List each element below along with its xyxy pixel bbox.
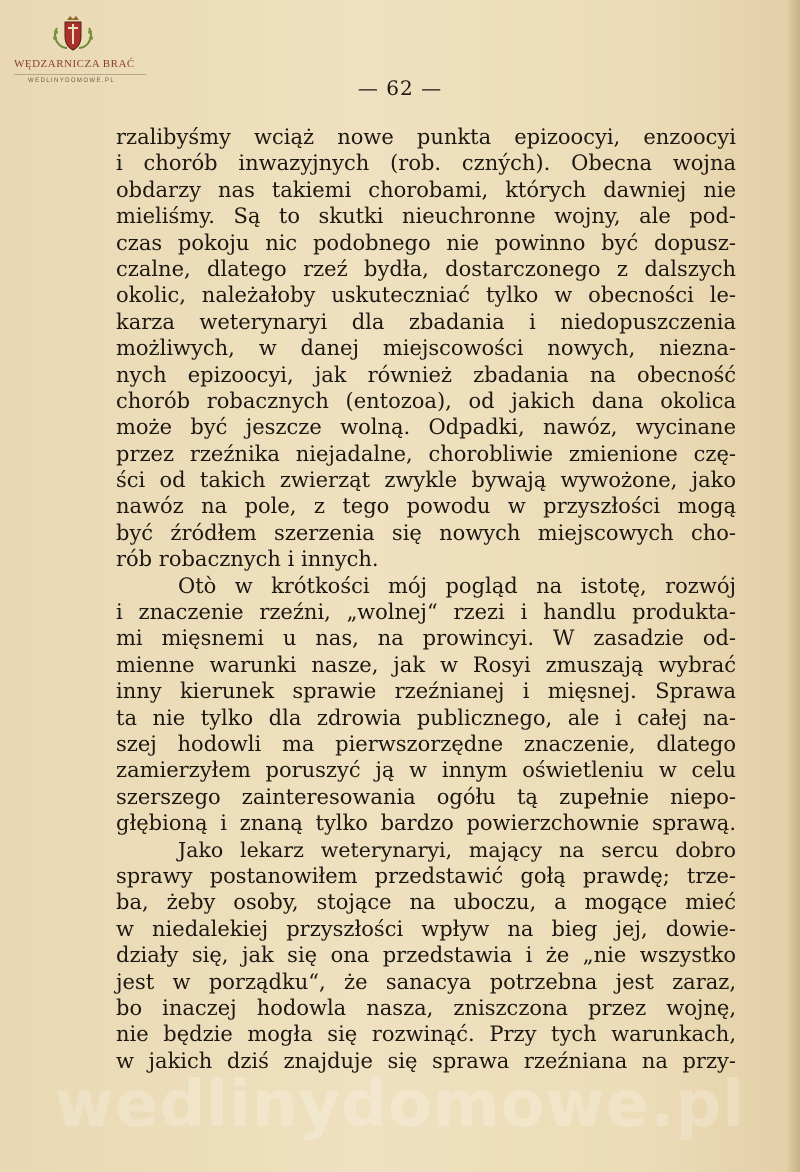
text-line: możliwych, w danej miejscowości nowych, niezna- [116, 336, 736, 361]
text-line: w jakich dziś znajduje się sprawa rzeźniana na przy- [116, 1048, 736, 1073]
text-line: rób robacznych i innych. [116, 547, 379, 572]
text-line: czalne, dlatego rzeź bydła, dostarczonego z dalszych [116, 256, 736, 281]
text-line: inny kierunek sprawie rzeźnianej i mięsnej. Sprawa [116, 679, 736, 704]
text-line: i znaczenie rzeźni, „wolnej“ rzezi i handlu produkta- [116, 600, 736, 625]
page-edge-shadow [786, 0, 800, 1172]
text-line: sprawy postanowiłem przedstawić gołą prawdę; trze- [116, 863, 736, 888]
text-line: jest w porządku“, że sanacya potrzebna jest zaraz, [116, 969, 736, 994]
text-line: nawóz na pole, z tego powodu w przyszłości mogą [116, 494, 736, 519]
text-line: szerszego zainteresowania ogółu tą zupełnie niepo- [116, 784, 736, 809]
site-logo[interactable] [14, 14, 164, 84]
text-line: czas pokoju nic podobnego nie powinno być dopusz- [116, 230, 736, 255]
text-line: nych epizoocyi, jak również zbadania na obecność [116, 362, 736, 387]
text-line: rzalibyśmy wciąż nowe punkta epizoocyi, enzoocyi [116, 125, 736, 149]
text-line: głębioną i znaną tylko bardzo powierzchownie sprawą. [116, 811, 736, 836]
page-number: — 62 — [357, 76, 443, 100]
text-line: mienne warunki nasze, jak w Rosyi zmuszają wybrać [116, 652, 736, 677]
text-line: mi mięsnemi u nas, na prowincyi. W zasadzie od- [116, 626, 736, 651]
body-text [116, 124, 736, 1074]
text-line: chorób robacznych (entozoa), od jakich dana okolica [116, 388, 736, 413]
text-line: przez rzeźnika niejadalne, chorobliwie zmienione czę- [116, 441, 736, 466]
text-line: bo inaczej hodowla nasza, zniszczona przez wojnę, [116, 995, 736, 1020]
text-line: działy się, jak się ona przedstawia i że „nie wszystko [116, 943, 736, 968]
text-line: i chorób inwazyjnych (rob. czných). Obecna wojna [116, 151, 736, 176]
text-line: być źródłem szerzenia się nowych miejscowych cho- [116, 520, 736, 545]
text-line: ta nie tylko dla zdrowia publicznego, ale i całej na- [116, 705, 736, 730]
text-line: w niedalekiej przyszłości wpływ na bieg jej, dowie- [116, 916, 736, 941]
text-line: ści od takich zwierząt zwykle bywają wywożone, jako [116, 468, 736, 493]
text-line: mieliśmy. Są to skutki nieuchronne wojny, ale pod- [116, 204, 736, 229]
text-line: nie będzie mogła się rozwinąć. Przy tych warunkach, [116, 1022, 736, 1047]
text-line: zamierzyłem poruszyć ją w innym oświetleniu w celu [116, 758, 736, 783]
text-line: szej hodowli ma pierwszorzędne znaczenie, dlatego [116, 731, 736, 756]
logo-name: WĘDZARNICZA BRAĆ [14, 58, 135, 70]
text-line: Jako lekarz weterynaryi, mający na sercu dobro [178, 837, 736, 862]
logo-divider [14, 74, 146, 75]
logo-url: WEDLINYDOMOWE.PL [28, 78, 116, 84]
watermark: wedlinydomowe.pl [54, 1068, 746, 1142]
text-line: Otò w krótkości mój pogląd na istotę, rozwój [178, 573, 736, 598]
text-line: ba, żeby osoby, stojące na uboczu, a mogące mieć [116, 890, 736, 915]
text-line: może być jeszcze wolną. Odpadki, nawóz, wycinane [116, 415, 736, 440]
coat-of-arms-icon [51, 14, 95, 54]
text-line: obdarzy nas takiemi chorobami, których dawniej nie [116, 177, 736, 202]
text-line: okolic, należałoby uskuteczniać tylko w obecności le- [116, 283, 736, 308]
text-line: karza weterynaryi dla zbadania i niedopuszczenia [116, 309, 736, 334]
